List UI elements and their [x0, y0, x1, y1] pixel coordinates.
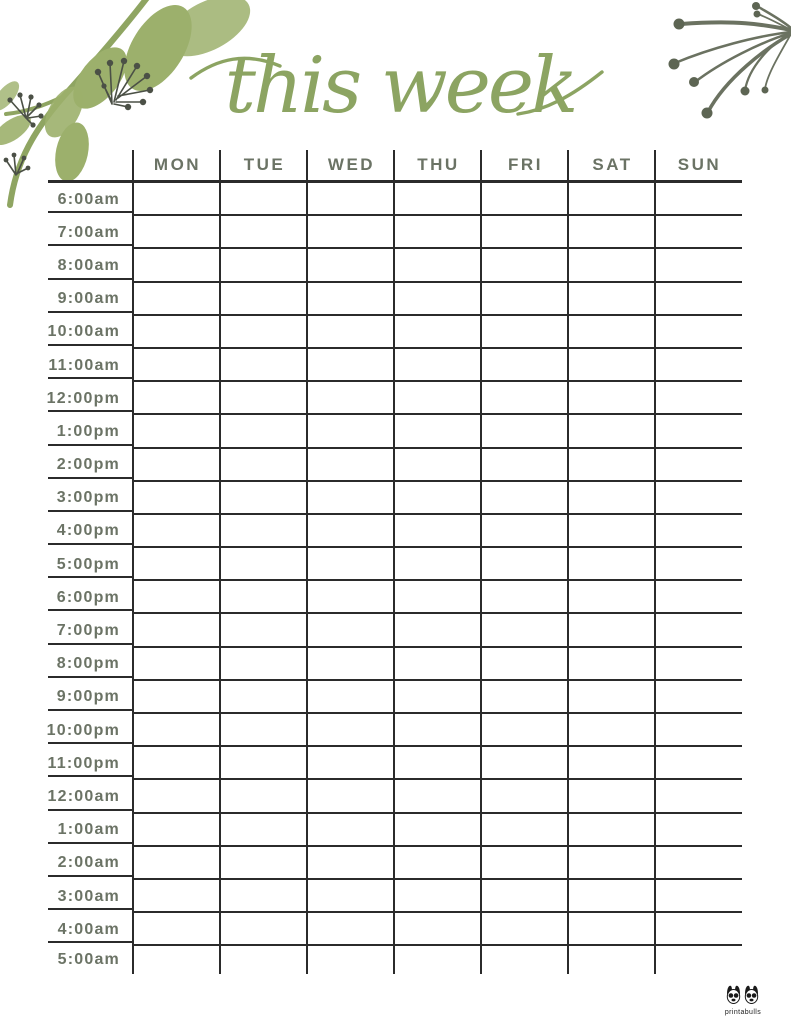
schedule-cell [568, 681, 655, 714]
printabulls-logo [717, 985, 769, 1016]
schedule-cell [133, 946, 220, 973]
schedule-cell [133, 847, 220, 880]
schedule-cell [220, 847, 307, 880]
schedule-cell [307, 880, 394, 913]
time-label: 6:00am [48, 183, 133, 216]
schedule-cell [307, 382, 394, 415]
time-label: 1:00am [48, 814, 133, 847]
schedule-cell [655, 847, 742, 880]
schedule-cell [220, 283, 307, 316]
time-label: 4:00pm [48, 515, 133, 548]
schedule-cell [220, 614, 307, 647]
schedule-cell [307, 283, 394, 316]
schedule-cell [568, 515, 655, 548]
schedule-cell [394, 548, 481, 581]
schedule-cell [133, 714, 220, 747]
schedule-cell [307, 913, 394, 946]
schedule-cell [307, 814, 394, 847]
time-label: 11:00pm [48, 747, 133, 780]
table-corner-spacer [48, 150, 133, 183]
time-label: 3:00pm [48, 482, 133, 515]
time-label: 8:00pm [48, 648, 133, 681]
grid-vertical-line [654, 150, 656, 974]
schedule-cell [655, 183, 742, 216]
schedule-cell [481, 249, 568, 282]
schedule-cell [307, 714, 394, 747]
schedule-cell [133, 880, 220, 913]
schedule-cell [307, 648, 394, 681]
time-label: 5:00am [57, 950, 120, 968]
logo-text: printabulls [724, 1009, 762, 1016]
schedule-cell [394, 449, 481, 482]
schedule-cell [568, 747, 655, 780]
schedule-cell [481, 515, 568, 548]
time-label: 8:00am [48, 249, 133, 282]
schedule-cell [133, 515, 220, 548]
schedule-cell [568, 183, 655, 216]
schedule-cell [655, 349, 742, 382]
schedule-cell [655, 648, 742, 681]
schedule-cell [568, 648, 655, 681]
schedule-cell [220, 382, 307, 415]
schedule-cell [568, 714, 655, 747]
schedule-cell [394, 780, 481, 813]
schedule-cell [394, 880, 481, 913]
schedule-cell [481, 747, 568, 780]
schedule-cell [220, 249, 307, 282]
schedule-cell [133, 614, 220, 647]
schedule-cell [307, 614, 394, 647]
schedule-cell [220, 747, 307, 780]
schedule-cell [307, 847, 394, 880]
schedule-cell [394, 747, 481, 780]
schedule-cell [220, 449, 307, 482]
schedule-cell [481, 449, 568, 482]
schedule-cell [394, 415, 481, 448]
schedule-cell [655, 714, 742, 747]
schedule-cell [568, 780, 655, 813]
schedule-cell [220, 714, 307, 747]
schedule-cell [307, 515, 394, 548]
schedule-cell [481, 382, 568, 415]
schedule-cell [655, 415, 742, 448]
grid-vertical-line [393, 150, 395, 974]
grid-vertical-line [219, 150, 221, 974]
time-label: 12:00pm [48, 382, 133, 415]
schedule-cell [133, 249, 220, 282]
schedule-cell [133, 349, 220, 382]
schedule-cell [133, 780, 220, 813]
berry-twig-burst-icon [641, 0, 791, 140]
schedule-cell [568, 847, 655, 880]
schedule-cell [568, 614, 655, 647]
schedule-cell [655, 548, 742, 581]
schedule-cell [481, 814, 568, 847]
schedule-cell [133, 283, 220, 316]
schedule-cell [568, 249, 655, 282]
schedule-cell [133, 913, 220, 946]
schedule-cell [220, 482, 307, 515]
time-label: 5:00pm [48, 548, 133, 581]
schedule-cell [220, 316, 307, 349]
schedule-cell [481, 349, 568, 382]
schedule-cell [133, 382, 220, 415]
schedule-cell [307, 581, 394, 614]
schedule-cell [655, 780, 742, 813]
day-header: THU [394, 150, 481, 183]
schedule-cell [394, 581, 481, 614]
grid-vertical-line [480, 150, 482, 974]
schedule-cell [307, 449, 394, 482]
schedule-cell [307, 482, 394, 515]
schedule-cell [568, 349, 655, 382]
schedule-cell [655, 449, 742, 482]
time-label: 6:00pm [48, 581, 133, 614]
time-label: 7:00pm [48, 614, 133, 647]
schedule-cell [568, 581, 655, 614]
schedule-cell [481, 780, 568, 813]
schedule-cell [133, 449, 220, 482]
schedule-cell [220, 581, 307, 614]
schedule-cell [481, 415, 568, 448]
schedule-cell [481, 913, 568, 946]
time-label: 10:00am [48, 316, 133, 349]
schedule-cell [568, 913, 655, 946]
grid-vertical-line [567, 150, 569, 974]
schedule-cell [133, 681, 220, 714]
schedule-cell [394, 946, 481, 973]
schedule-cell [568, 946, 655, 973]
time-label: 1:00pm [48, 415, 133, 448]
schedule-cell [394, 847, 481, 880]
schedule-cell [394, 283, 481, 316]
schedule-cell [568, 382, 655, 415]
schedule-cell [568, 415, 655, 448]
schedule-cell [655, 880, 742, 913]
schedule-cell [220, 946, 307, 973]
schedule-cell [394, 382, 481, 415]
schedule-cell [481, 482, 568, 515]
day-header: WED [307, 150, 394, 183]
schedule-cell [394, 814, 481, 847]
day-header: SUN [655, 150, 742, 183]
schedule-cell [307, 747, 394, 780]
time-label: 11:00am [48, 349, 133, 382]
schedule-cell [568, 482, 655, 515]
schedule-cell [568, 880, 655, 913]
schedule-cell [394, 216, 481, 249]
day-header: SAT [568, 150, 655, 183]
week-grid [48, 150, 742, 973]
time-label: 10:00pm [48, 714, 133, 747]
schedule-cell [655, 216, 742, 249]
schedule-cell [394, 183, 481, 216]
schedule-cell [481, 614, 568, 647]
day-header: MON [133, 150, 220, 183]
schedule-cell [394, 681, 481, 714]
schedule-cell [655, 614, 742, 647]
schedule-cell [655, 581, 742, 614]
schedule-cell [220, 913, 307, 946]
schedule-cell [481, 316, 568, 349]
schedule-cell [220, 183, 307, 216]
schedule-cell [133, 482, 220, 515]
schedule-cell [394, 515, 481, 548]
schedule-cell [481, 183, 568, 216]
schedule-cell [394, 482, 481, 515]
schedule-cell [655, 913, 742, 946]
schedule-cell [133, 814, 220, 847]
schedule-cell [220, 515, 307, 548]
schedule-cell [568, 548, 655, 581]
schedule-cell [655, 747, 742, 780]
schedule-cell [307, 548, 394, 581]
schedule-cell [655, 814, 742, 847]
time-label: 12:00am [48, 780, 133, 813]
schedule-cell [655, 681, 742, 714]
schedule-cell [307, 183, 394, 216]
bulldogs-icon [724, 985, 762, 1005]
schedule-cell [481, 648, 568, 681]
schedule-cell [220, 349, 307, 382]
schedule-cell [394, 714, 481, 747]
schedule-cell [307, 349, 394, 382]
schedule-cell [655, 515, 742, 548]
schedule-cell [568, 283, 655, 316]
schedule-cell [568, 814, 655, 847]
time-label: 2:00pm [48, 449, 133, 482]
schedule-cell [655, 946, 742, 973]
schedule-cell [220, 648, 307, 681]
schedule-cell [133, 747, 220, 780]
schedule-cell [481, 581, 568, 614]
time-label: 2:00am [48, 847, 133, 880]
schedule-cell [133, 183, 220, 216]
schedule-cell [307, 681, 394, 714]
grid-vertical-line [306, 150, 308, 974]
page-title [188, 12, 612, 148]
schedule-cell [481, 283, 568, 316]
schedule-cell [220, 216, 307, 249]
schedule-cell [220, 548, 307, 581]
schedule-cell [133, 581, 220, 614]
page-title-text: this week [224, 41, 576, 131]
schedule-cell [220, 681, 307, 714]
schedule-cell [307, 946, 394, 973]
schedule-cell [307, 780, 394, 813]
schedule-cell [220, 814, 307, 847]
schedule-cell [307, 415, 394, 448]
schedule-cell [568, 449, 655, 482]
day-header: FRI [481, 150, 568, 183]
schedule-cell [220, 415, 307, 448]
time-label: 9:00pm [48, 681, 133, 714]
schedule-cell [394, 316, 481, 349]
day-header: TUE [220, 150, 307, 183]
schedule-cell [481, 847, 568, 880]
schedule-cell [307, 316, 394, 349]
schedule-cell [394, 349, 481, 382]
schedule-cell [481, 548, 568, 581]
schedule-cell [133, 216, 220, 249]
schedule-cell [394, 614, 481, 647]
schedule-cell [481, 216, 568, 249]
schedule-cell [481, 681, 568, 714]
schedule-cell [394, 648, 481, 681]
schedule-cell [307, 249, 394, 282]
schedule-cell [133, 548, 220, 581]
time-label: 9:00am [48, 283, 133, 316]
schedule-cell [307, 216, 394, 249]
schedule-cell [220, 880, 307, 913]
schedule-cell [481, 880, 568, 913]
schedule-cell [481, 946, 568, 973]
schedule-cell [133, 415, 220, 448]
time-label: 3:00am [48, 880, 133, 913]
schedule-cell [655, 249, 742, 282]
schedule-cell [220, 780, 307, 813]
schedule-cell [133, 316, 220, 349]
schedule-cell [394, 913, 481, 946]
schedule-cell [655, 382, 742, 415]
schedule-cell [568, 216, 655, 249]
schedule-cell [133, 648, 220, 681]
schedule-cell [655, 316, 742, 349]
time-label: 4:00am [48, 913, 133, 946]
schedule-cell [481, 714, 568, 747]
schedule-cell [394, 249, 481, 282]
schedule-cell [655, 482, 742, 515]
time-label: 7:00am [48, 216, 133, 249]
schedule-cell [655, 283, 742, 316]
schedule-cell [568, 316, 655, 349]
